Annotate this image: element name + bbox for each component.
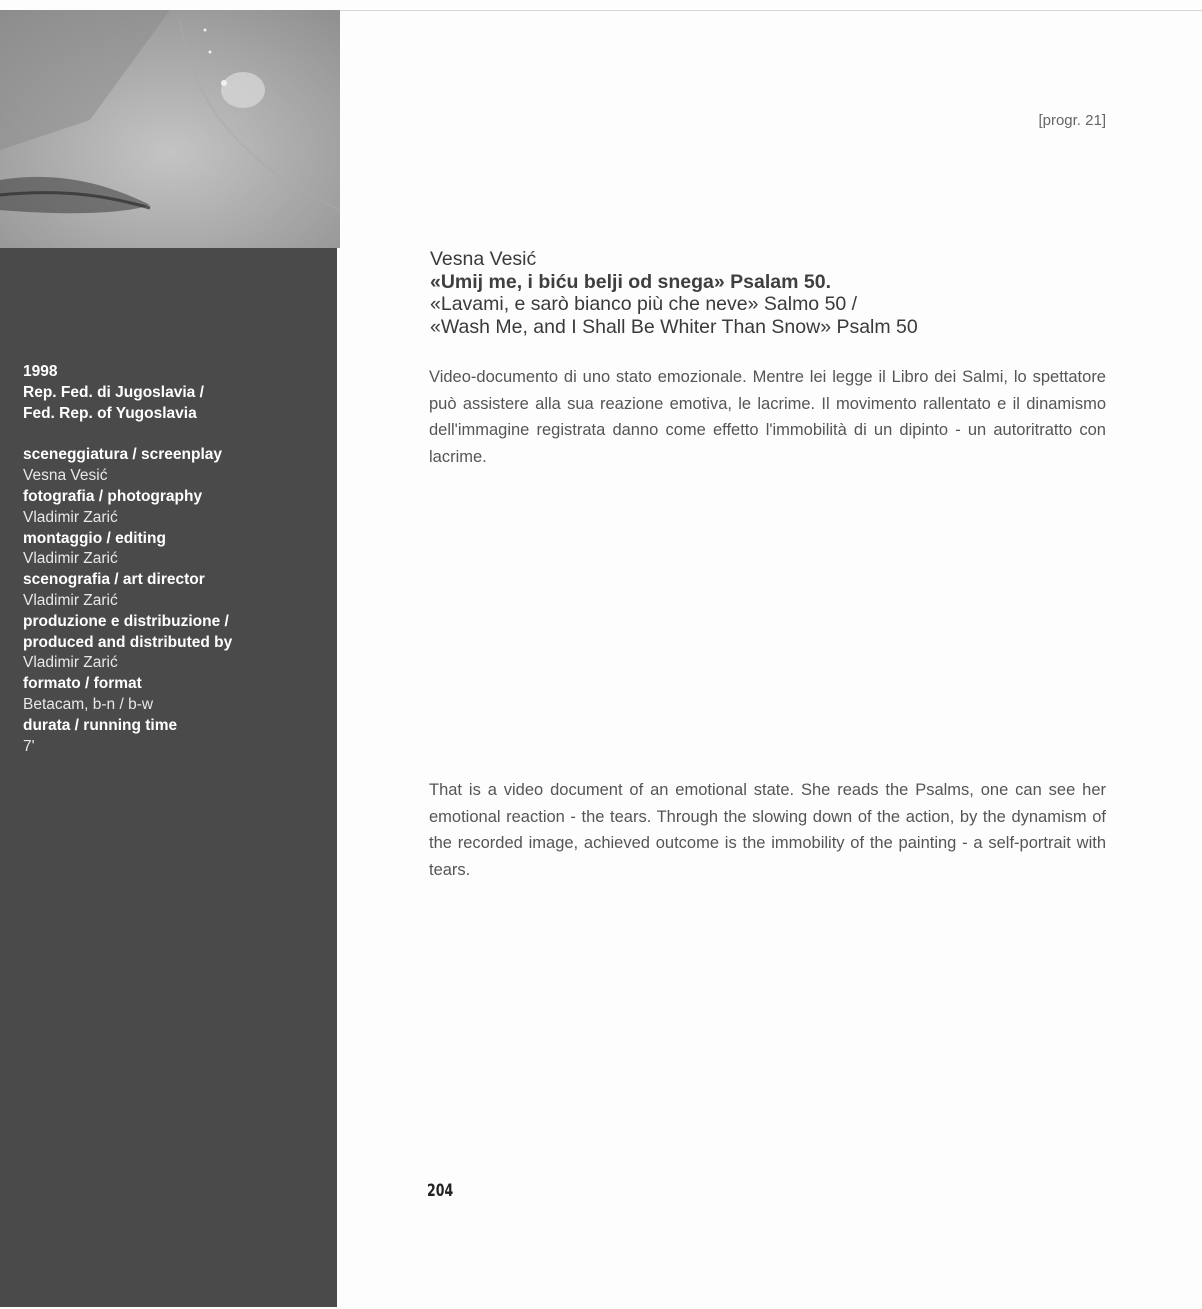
credit-format-value: Betacam, b-n / b-w [23,695,154,713]
work-titles [430,248,1110,338]
page-top-edge [340,10,1202,11]
credit-screenplay-value: Vesna Vesić [23,467,108,485]
credit-screenplay-label: sceneggiatura / screenplay [23,446,223,464]
title-english: «Wash Me, and I Shall Be Whiter Than Snow» Psalm 50 [430,315,918,338]
credit-editing-value: Vladimir Zarić [23,550,118,568]
title-original: «Umij me, i biću belji od snega» Psalam 50. [430,270,831,293]
credit-year: 1998 [23,363,58,380]
italian-description: Video-documento di uno stato emozionale. Mentre lei legge il Libro dei Salmi, lo spettatore può assistere alla sua reazione emotiva, le lacrime. Il movimento rallentato e il dinamismo dell'immagine registrata danno come effetto l'immobilità di un dipinto - un autoritratto con lacrime. [429,368,1106,466]
credit-production-label-2: produced and distributed by [23,633,233,651]
credit-country-line2: Fed. Rep. of Yugoslavia [23,404,197,422]
page-number: 204 [427,1181,454,1201]
credit-duration-label: durata / running time [23,716,178,734]
english-description: That is a video document of an emotional state. She reads the Psalms, one can see her emotional reaction - the tears. Through the slowing down of the action, by the dynamism of the recorded image, achieved outcome is the immobility of the painting - a self-portrait with tears. [429,781,1106,879]
credit-photography-value: Vladimir Zarić [23,508,118,526]
credit-production-value: Vladimir Zarić [23,654,118,672]
film-still-photo [0,10,340,248]
credit-gap [23,424,323,445]
credit-art-value: Vladimir Zarić [23,591,118,609]
credit-production-label-1: produzione e distribuzione / [23,612,229,630]
credit-art-label: scenografia / art director [23,571,205,589]
title-italian: «Lavami, e sarò bianco più che neve» Salmo 50 / [430,293,858,315]
author-name: Vesna Vesić [430,248,537,270]
credit-photography-label: fotografia / photography [23,487,203,505]
credit-duration-value: 7' [23,737,35,755]
credit-country-line1: Rep. Fed. di Jugoslavia / [23,383,204,401]
program-reference: [progr. 21] [1038,112,1106,129]
credit-editing-label: montaggio / editing [23,529,166,547]
credit-format-label: formato / format [23,675,142,693]
credits-block [23,362,323,757]
